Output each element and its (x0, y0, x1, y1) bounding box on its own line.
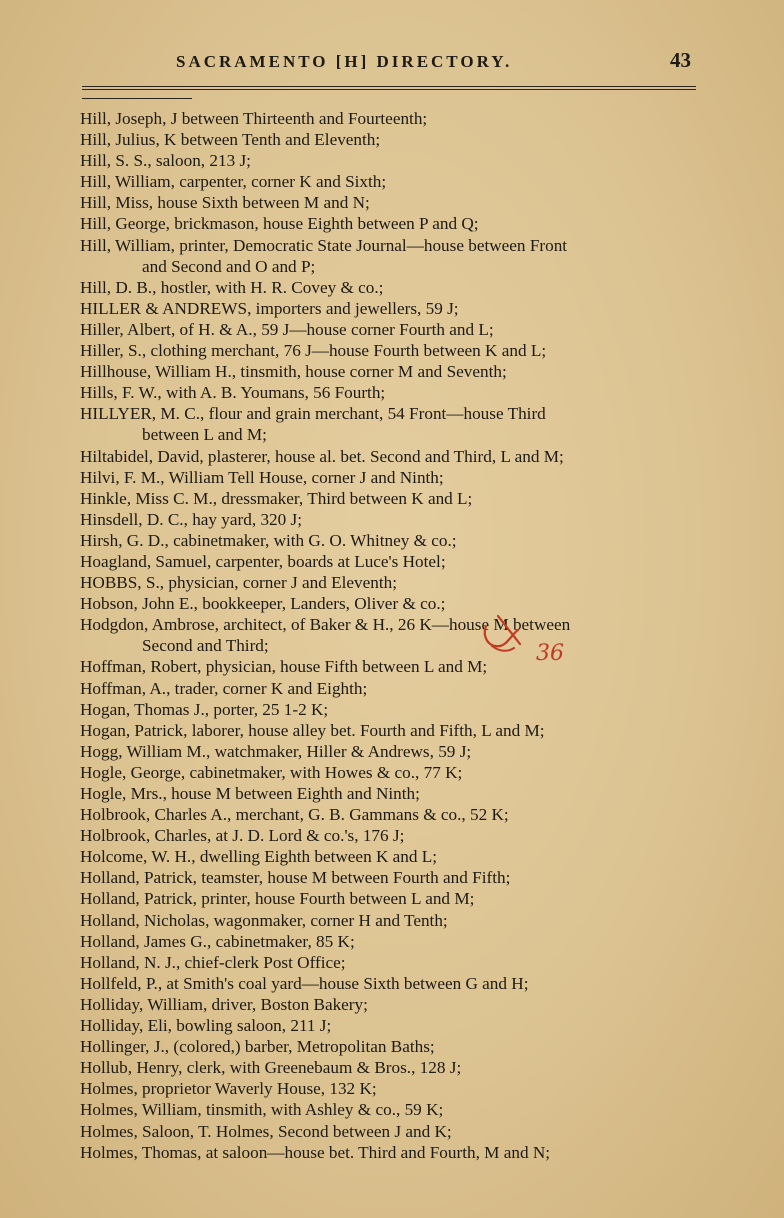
directory-entries (80, 108, 710, 1163)
directory-entry: Hoagland, Samuel, carpenter, boards at Luce's Hotel; (80, 551, 446, 571)
directory-entry: Holmes, proprietor Waverly House, 132 K; (80, 1079, 377, 1099)
directory-entry: Hill, Miss, house Sixth between M and N; (80, 193, 370, 213)
directory-entry: Holcome, W. H., dwelling Eighth between K and L; (80, 847, 438, 867)
directory-entry-continuation: between L and M; (142, 425, 267, 445)
directory-entry: Hirsh, G. D., cabinetmaker, with G. O. Whitney & co.; (80, 530, 457, 550)
directory-entry: Hinkle, Miss C. M., dressmaker, Third between K and L; (80, 488, 473, 508)
directory-entry: Hill, William, printer, Democratic State Journal—house between Front (80, 235, 568, 255)
directory-entry: Holmes, William, tinsmith, with Ashley & co., 59 K; (80, 1100, 444, 1120)
directory-entry: Hillhouse, William H., tinsmith, house corner M and Seventh; (80, 362, 507, 382)
directory-entry: Hobson, John E., bookkeeper, Landers, Oliver & co.; (80, 594, 446, 614)
header-rule-short (82, 98, 192, 99)
header-rule-top (82, 86, 696, 87)
directory-entry: Hogle, Mrs., house M between Eighth and Ninth; (80, 784, 420, 803)
directory-entry: Hilvi, F. M., William Tell House, corner J and Ninth; (80, 467, 444, 487)
directory-entry: Hill, Joseph, J between Thirteenth and Fourteenth; (80, 109, 428, 128)
directory-entry: Holbrook, Charles, at J. D. Lord & co.'s, 176 J; (80, 826, 405, 846)
directory-entry: Hogan, Thomas J., porter, 25 1-2 K; (80, 699, 329, 719)
directory-entry: Hoffman, A., trader, corner K and Eighth; (80, 678, 368, 698)
directory-entry-continuation: Second and Third; (142, 636, 269, 656)
handwritten-number: 36 (536, 641, 564, 666)
directory-entry: Hill, S. S., saloon, 213 J; (80, 151, 251, 171)
directory-entry: Holland, Patrick, printer, house Fourth between L and M; (80, 889, 475, 909)
directory-entry: Holliday, William, driver, Boston Bakery; (80, 994, 368, 1014)
directory-entry: Hollub, Henry, clerk, with Greenebaum & Bros., 128 J; (80, 1058, 462, 1078)
directory-entry: Hollinger, J., (colored,) barber, Metropolitan Baths; (80, 1037, 435, 1057)
directory-entry: Hodgdon, Ambrose, architect, of Baker & H., 26 K—house M between (80, 615, 571, 635)
directory-entry: Holmes, Saloon, T. Holmes, Second between J and K; (80, 1121, 452, 1141)
directory-entry: Hiller, Albert, of H. & A., 59 J—house corner Fourth and L; (80, 319, 494, 339)
directory-entry: Holliday, Eli, bowling saloon, 211 J; (80, 1016, 332, 1036)
directory-entry: HILLYER, M. C., flour and grain merchant, 54 Front—house Third (80, 404, 546, 424)
header-rule-bottom (82, 89, 696, 90)
directory-entry: Holland, N. J., chief-clerk Post Office; (80, 952, 346, 972)
directory-entry: Hogle, George, cabinetmaker, with Howes & co., 77 K; (80, 762, 463, 782)
directory-entry: HOBBS, S., physician, corner J and Eleventh; (80, 573, 397, 593)
directory-entry-continuation: and Second and O and P; (142, 256, 316, 276)
directory-entry: HILLER & ANDREWS, importers and jewellers, 59 J; (80, 298, 459, 318)
page-number: 43 (670, 48, 691, 72)
directory-entry: Hill, George, brickmason, house Eighth between P and Q; (80, 214, 479, 234)
directory-entry: Hiltabidel, David, plasterer, house al. bet. Second and Third, L and M; (80, 446, 564, 466)
directory-entry: Holmes, Thomas, at saloon—house bet. Third and Fourth, M and N; (80, 1142, 551, 1162)
directory-entry: Hill, William, carpenter, corner K and Sixth; (80, 172, 387, 192)
directory-entry: Hoffman, Robert, physician, house Fifth between L and M; (80, 657, 488, 677)
directory-entry: Holland, Nicholas, wagonmaker, corner H and Tenth; (80, 910, 448, 930)
directory-entry: Hogg, William M., watchmaker, Hiller & Andrews, 59 J; (80, 741, 472, 761)
directory-entry: Holbrook, Charles A., merchant, G. B. Gammans & co., 52 K; (80, 805, 509, 825)
directory-entry: Holland, Patrick, teamster, house M between Fourth and Fifth; (80, 868, 511, 888)
directory-entry: Holland, James G., cabinetmaker, 85 K; (80, 931, 355, 951)
directory-entry: Hill, Julius, K between Tenth and Eleventh; (80, 130, 381, 150)
directory-entry: Hollfeld, P., at Smith's coal yard—house Sixth between G and H; (80, 973, 529, 993)
directory-entry: Hills, F. W., with A. B. Youmans, 56 Fourth; (80, 383, 386, 403)
directory-entry: Hiller, S., clothing merchant, 76 J—house Fourth between K and L; (80, 341, 547, 361)
directory-entry: Hill, D. B., hostler, with H. R. Covey & co.; (80, 277, 384, 297)
directory-entry: Hogan, Patrick, laborer, house alley bet. Fourth and Fifth, L and M; (80, 720, 545, 740)
running-header-title: SACRAMENTO [H] DIRECTORY. (176, 52, 513, 71)
directory-entry: Hinsdell, D. C., hay yard, 320 J; (80, 509, 302, 529)
